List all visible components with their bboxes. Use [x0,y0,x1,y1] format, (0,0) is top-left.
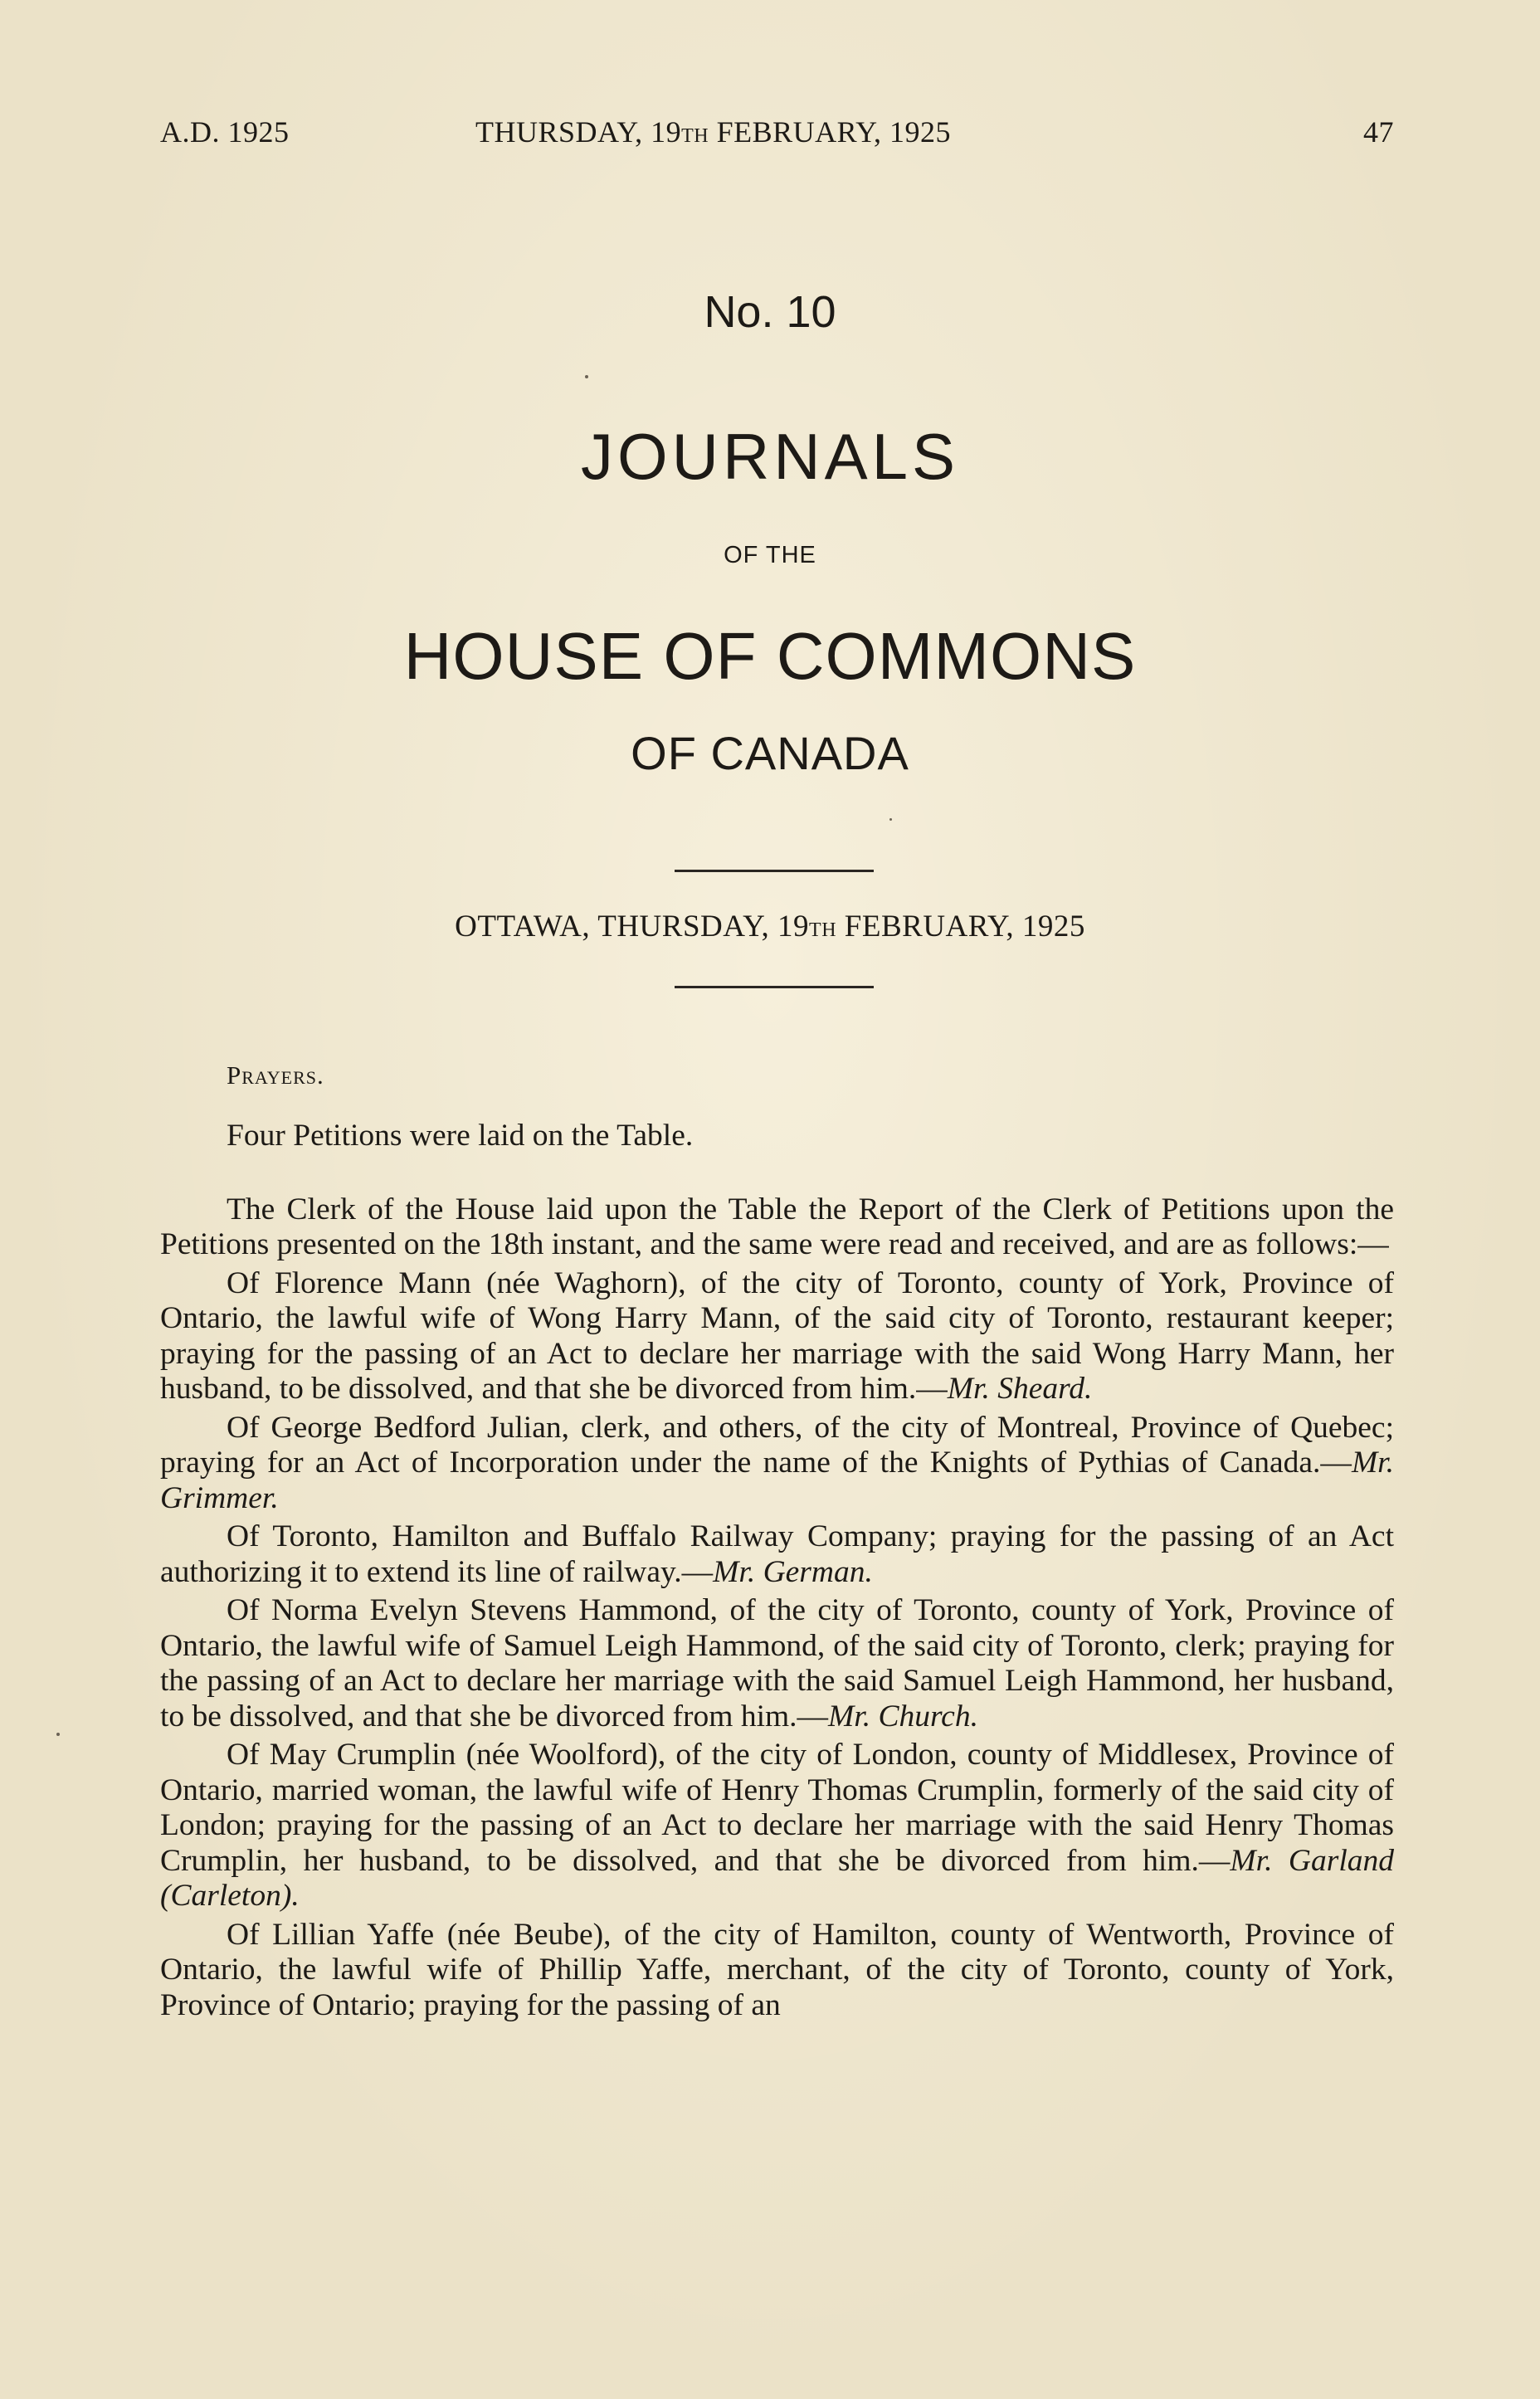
dateline [0,909,1540,944]
dateline-suffix: TH [809,919,837,941]
print-speck [585,375,588,378]
running-head [160,115,1394,164]
divider-rule-top [675,870,874,872]
title-of-the: OF THE [724,542,816,568]
petition-entry [160,1411,1394,1517]
petition-member: Mr. Church. [828,1699,978,1733]
dateline-pre: OTTAWA, THURSDAY, 19 [455,909,810,944]
running-head-date-suffix: TH [681,125,709,147]
prayers-heading: Prayers. [227,1061,324,1090]
title-of-canada: OF CANADA [631,727,909,779]
running-head-date [475,115,951,149]
issue-number: No. 10 [704,287,836,337]
petition-entry [160,1519,1394,1590]
petition-entry [160,1918,1394,2024]
petition-text: Of Lillian Yaffe (née Beube), of the city of Hamilton, county of Wentworth, Province of Ontario, the lawful wife of Phillip Yaffe, merchant, of the city of Toronto, county of York, Province of Ontario; praying for the passing of an [160,1917,1394,2022]
petition-entry [160,1266,1394,1407]
print-speck [889,818,892,821]
running-head-year: A.D. 1925 [160,115,290,149]
petition-member: Mr. German. [713,1554,873,1589]
petition-entry [160,1738,1394,1914]
divider-rule-bottom [675,986,874,988]
petition-text: Of May Crumplin (née Woolford), of the city of London, county of Middlesex, Province of Ontario, married woman, the lawful wife of Henry Thomas Crumplin, formerly of the said city of London; praying for the passing of an Act to declare her marriage with the said Henry Thomas Crumplin, her husband, to be dissolved, and that she be divorced from him.— [160,1738,1394,1878]
dateline-post: FEBRUARY, 1925 [836,909,1085,944]
petition-member: Mr. Garland (Carleton). [160,1843,1394,1913]
title-journals: JOURNALS [580,420,960,493]
title-house-of-commons: HOUSE OF COMMONS [403,619,1137,693]
paragraph-clerk-report: The Clerk of the House laid upon the Table the Report of the Clerk of Petitions upon the Petitions presented on the 18th instant, and the same were read and received, and are as follows:— [160,1192,1394,1261]
petition-member: Mr. Grimmer. [160,1446,1394,1515]
paragraph-petitions-laid: Four Petitions were laid on the Table. [227,1119,694,1153]
print-speck [56,1733,60,1736]
page-number: 47 [1363,115,1394,149]
petition-text: Of Florence Mann (née Waghorn), of the city of Toronto, county of York, Province of Ontario, the lawful wife of Wong Harry Mann, of the said city of Toronto, restaurant keeper; praying for the passing of an Act to declare her marriage with the said Wong Harry Mann, her husband, to be dissolved, and that she be divorced from him.— [160,1265,1394,1406]
petition-text: Of George Bedford Julian, clerk, and others, of the city of Montreal, Province of Quebec; praying for an Act of Incorporation under the name of the Knights of Pythias of Canada.— [160,1410,1394,1480]
petition-text: Of Toronto, Hamilton and Buffalo Railway Company; praying for the passing of an Act authorizing it to extend its line of railway.— [160,1519,1394,1589]
journal-body [160,1119,1394,2026]
petition-entry [160,1593,1394,1734]
petition-text: Of Norma Evelyn Stevens Hammond, of the city of Toronto, county of York, Province of Ontario, the lawful wife of Samuel Leigh Hammond, of the said city of Toronto, clerk; praying for the passing of an Act to declare her marriage with the said Samuel Leigh Hammond, her husband, to be dissolved, and that she be divorced from him.— [160,1593,1394,1733]
running-head-date-post: FEBRUARY, 1925 [709,115,951,149]
petition-member: Mr. Sheard. [947,1372,1093,1406]
running-head-date-pre: THURSDAY, 19 [475,115,682,149]
